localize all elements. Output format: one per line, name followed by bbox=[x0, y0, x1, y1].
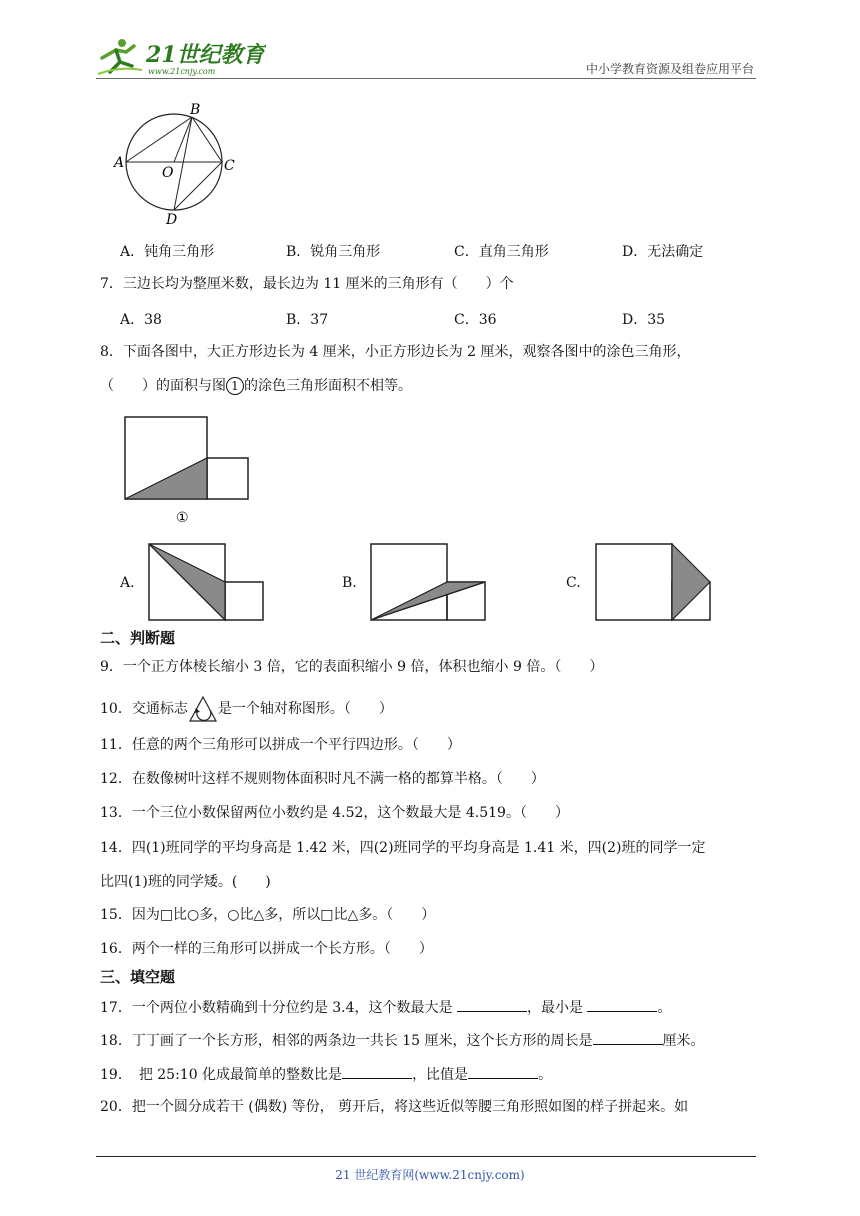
q19-blank-value[interactable] bbox=[468, 1064, 538, 1079]
q19-blank-ratio[interactable] bbox=[342, 1064, 412, 1079]
runner-icon bbox=[98, 39, 142, 74]
q7-option-d: D．35 bbox=[622, 312, 666, 328]
q19-text: 19． 把 25:10 化成最简单的整数比是 ，比值是 。 bbox=[100, 1064, 552, 1085]
q8-line2: （ ）的面积与图 1 的涂色三角形面积不相等。 bbox=[100, 378, 412, 394]
q7-option-c: C．36 bbox=[454, 312, 497, 328]
q7-text: 7．三边长均为整厘米数，最长边为 11 厘米的三角形有（ ）个 bbox=[100, 276, 514, 292]
q13-text: 13．一个三位小数保留两位小数约是 4.52，这个数最大是 4.519。（ ） bbox=[100, 805, 569, 821]
header-divider bbox=[96, 78, 756, 79]
q15-text: 15．因为□比○多，○比△多，所以□比△多。（ ） bbox=[100, 907, 436, 923]
q8-option-b-figure bbox=[367, 540, 492, 629]
q18-text: 18．丁丁画了一个长方形，相邻的两条边一共长 15 厘米，这个长方形的周长是 厘米。 bbox=[100, 1030, 705, 1051]
q8-line1: 8．下面各图中，大正方形边长为 4 厘米，小正方形边长为 2 厘米，观察各图中的涂色三角形， bbox=[100, 344, 691, 360]
q12-text: 12．在数像树叶这样不规则物体面积时凡不满一格的都算半格。（ ） bbox=[100, 771, 545, 787]
q18-blank-perimeter[interactable] bbox=[593, 1030, 663, 1045]
q9-text: 9．一个正方体棱长缩小 3 倍，它的表面积缩小 9 倍，体积也缩小 9 倍。（ ） bbox=[100, 659, 604, 675]
traffic-sign-icon bbox=[188, 695, 218, 723]
q8-option-c-figure bbox=[592, 540, 717, 629]
q7-option-b: B．37 bbox=[286, 312, 329, 328]
circle-figure bbox=[110, 100, 250, 234]
header-slogan: 中小学教育资源及组卷应用平台 bbox=[585, 62, 754, 76]
q20-text: 20．把一个圆分成若干 (偶数) 等份， 剪开后，将这些近似等腰三角形照如图的样子拼起来。如 bbox=[100, 1099, 689, 1115]
q17-blank-max[interactable] bbox=[457, 997, 527, 1012]
footer-text: 21 世纪教育网(www.21cnjy.com) bbox=[335, 1168, 525, 1182]
q17-blank-min[interactable] bbox=[587, 997, 657, 1012]
q6-option-c: C．直角三角形 bbox=[454, 244, 549, 260]
q11-text: 11．任意的两个三角形可以拼成一个平行四边形。（ ） bbox=[100, 737, 461, 753]
label-d: D bbox=[166, 212, 178, 228]
section-fill-title: 三、填空题 bbox=[100, 968, 176, 986]
q8-option-a-figure bbox=[145, 540, 270, 629]
label-o: O bbox=[162, 165, 174, 181]
q6-option-a: A．钝角三角形 bbox=[120, 244, 215, 260]
label-b: B bbox=[190, 102, 201, 118]
q8-option-a-label: A. bbox=[120, 575, 135, 591]
q10-text: 10．交通标志 是一个轴对称图形。（ ） bbox=[100, 695, 393, 723]
footer-divider bbox=[96, 1156, 756, 1157]
q16-text: 16．两个一样的三角形可以拼成一个长方形。（ ） bbox=[100, 941, 433, 957]
figure-1-label: ① bbox=[176, 510, 189, 526]
logo-text: 21世纪教育 bbox=[146, 42, 265, 68]
q7-option-a: A．38 bbox=[120, 312, 162, 328]
q14-line2: 比四(1)班的同学矮。( ) bbox=[100, 874, 271, 890]
label-c: C bbox=[224, 158, 235, 174]
logo-url: www.21cnjy.com bbox=[148, 67, 216, 76]
figure-1 bbox=[120, 412, 255, 531]
label-a: A bbox=[114, 155, 125, 171]
circled-number: 1 bbox=[226, 377, 244, 395]
q8-option-b-label: B. bbox=[342, 575, 357, 591]
q14-line1: 14．四(1)班同学的平均身高是 1.42 米，四(2)班同学的平均身高是 1.41 米，四(2)班的同学一定 bbox=[100, 840, 706, 856]
q6-option-d: D．无法确定 bbox=[622, 244, 704, 260]
q8-option-c-label: C. bbox=[566, 575, 581, 591]
site-logo bbox=[96, 36, 266, 80]
section-judgement-title: 二、判断题 bbox=[100, 629, 176, 647]
q17-text: 17．一个两位小数精确到十分位约是 3.4，这个数最大是 ，最小是 。 bbox=[100, 997, 671, 1018]
q6-option-b: B．锐角三角形 bbox=[286, 244, 381, 260]
